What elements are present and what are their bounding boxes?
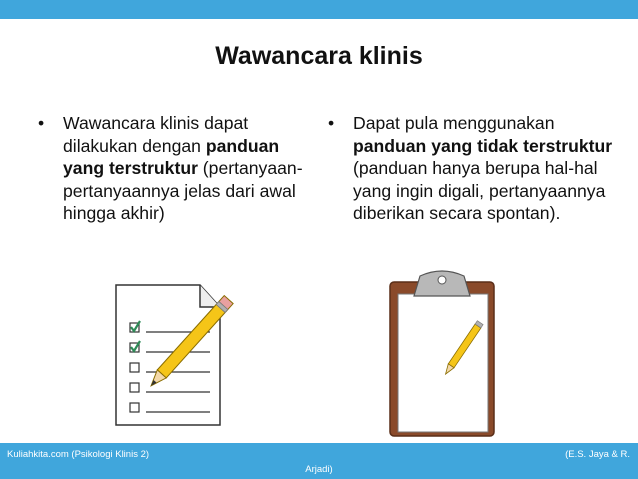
right-text-before: Dapat pula menggunakan [353,113,555,133]
slide-title: Wawancara klinis [215,42,423,70]
bullet-marker: • [328,113,335,133]
footer-authors-continued: Arjadi) [305,464,333,475]
footer-source: Kuliahkita.com (Psikologi Klinis 2) [7,449,150,460]
right-bullet [328,112,613,225]
left-bullet [38,112,303,225]
left-text-before: Wawancara klinis dapat dilakukan dengan [63,113,249,156]
clipboard-pencil-icon [382,270,502,440]
right-bullet-text [353,112,613,225]
checklist-pencil-icon [112,283,242,433]
left-text-bold: panduan yang terstruktur [63,135,280,179]
top-accent-bar [0,0,638,19]
left-bullet-text [63,112,303,225]
right-text-after: (panduan hanya berupa hal-hal yang ingin digali, pertanyaannya diberikan secara spontan). [353,158,606,224]
bullet-marker: • [38,113,45,133]
left-text-after: (pertanyaan-pertanyaannya jelas dari awal hingga akhir) [63,158,303,224]
right-text-bold: panduan yang tidak terstruktur [353,135,613,156]
footer-authors: (E.S. Jaya & R. [565,449,630,460]
